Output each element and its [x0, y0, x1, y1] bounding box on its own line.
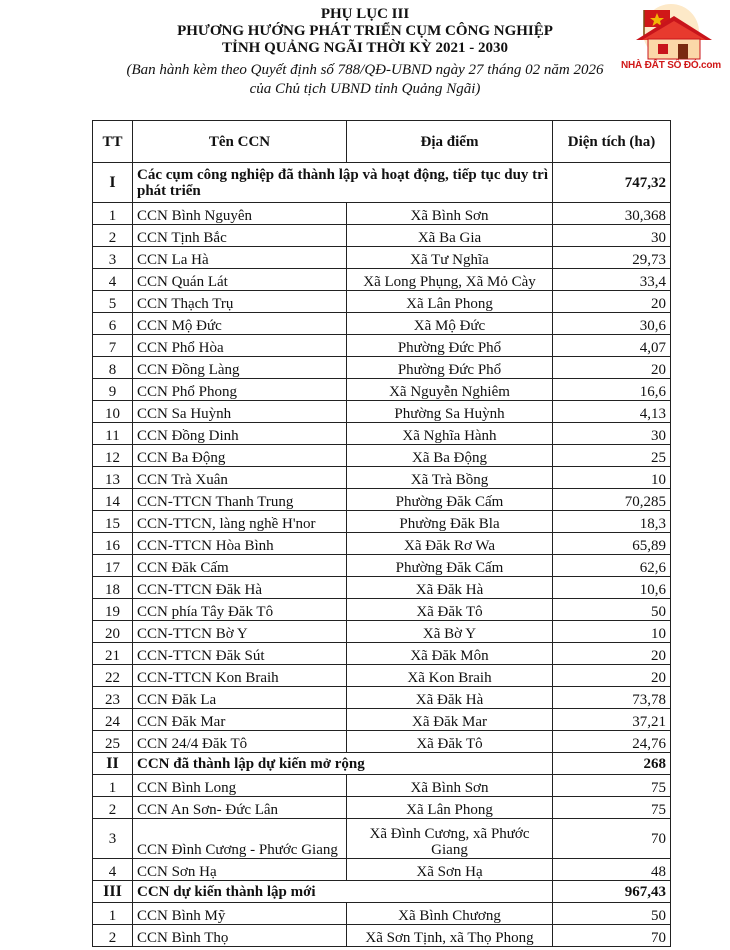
cluster-area: 30 — [553, 225, 671, 247]
cluster-location: Phường Đức Phổ — [347, 335, 553, 357]
table-row — [93, 903, 671, 925]
cluster-name: CCN Sơn Hạ — [133, 859, 347, 881]
table-body — [93, 163, 671, 947]
table-row — [93, 247, 671, 269]
table-row — [93, 335, 671, 357]
cluster-area: 29,73 — [553, 247, 671, 269]
row-number: 2 — [93, 797, 133, 819]
section-row — [93, 881, 671, 903]
cluster-area: 33,4 — [553, 269, 671, 291]
row-number: 10 — [93, 401, 133, 423]
cluster-location: Xã Bình Sơn — [347, 775, 553, 797]
row-number: 13 — [93, 467, 133, 489]
row-number: 24 — [93, 709, 133, 731]
header-area: Diện tích (ha) — [553, 121, 671, 163]
section-total: 268 — [553, 753, 671, 775]
cluster-name: CCN Đồng Làng — [133, 357, 347, 379]
section-number: II — [93, 753, 133, 775]
cluster-name: CCN-TTCN, làng nghề H'nor — [133, 511, 347, 533]
section-number: I — [93, 163, 133, 203]
cluster-name: CCN Phổ Hòa — [133, 335, 347, 357]
table-row — [93, 423, 671, 445]
row-number: 2 — [93, 925, 133, 947]
cluster-location: Xã Đăk Hà — [347, 687, 553, 709]
cluster-area: 4,07 — [553, 335, 671, 357]
section-title: CCN dự kiến thành lập mới — [133, 881, 553, 903]
cluster-name: CCN Bình Thọ — [133, 925, 347, 947]
row-number: 1 — [93, 203, 133, 225]
section-title: CCN đã thành lập dự kiến mở rộng — [133, 753, 553, 775]
cluster-area: 10 — [553, 467, 671, 489]
cluster-area: 70,285 — [553, 489, 671, 511]
section-number: III — [93, 881, 133, 903]
row-number: 11 — [93, 423, 133, 445]
table-row — [93, 775, 671, 797]
cluster-name: CCN Đình Cương - Phước Giang — [133, 819, 347, 859]
cluster-location: Xã Đăk Rơ Wa — [347, 533, 553, 555]
table-row — [93, 489, 671, 511]
row-number: 18 — [93, 577, 133, 599]
row-number: 4 — [93, 269, 133, 291]
row-number: 22 — [93, 665, 133, 687]
cluster-name: CCN phía Tây Đăk Tô — [133, 599, 347, 621]
cluster-location: Xã Đình Cương, xã Phước Giang — [347, 819, 553, 859]
cluster-name: CCN Phổ Phong — [133, 379, 347, 401]
cluster-area: 25 — [553, 445, 671, 467]
cluster-location: Phường Sa Huỳnh — [347, 401, 553, 423]
cluster-location: Phường Đức Phổ — [347, 357, 553, 379]
row-number: 5 — [93, 291, 133, 313]
cluster-area: 30,6 — [553, 313, 671, 335]
row-number: 4 — [93, 859, 133, 881]
cluster-area: 65,89 — [553, 533, 671, 555]
table-row — [93, 313, 671, 335]
table-row — [93, 687, 671, 709]
section-total: 967,43 — [553, 881, 671, 903]
table-row — [93, 401, 671, 423]
cluster-area: 70 — [553, 819, 671, 859]
section-row — [93, 753, 671, 775]
cluster-area: 20 — [553, 643, 671, 665]
table-row — [93, 577, 671, 599]
document-subtitle: TỈNH QUẢNG NGÃI THỜI KỲ 2021 - 2030 — [222, 40, 508, 56]
cluster-name: CCN Mộ Đức — [133, 313, 347, 335]
cluster-location: Xã Bình Chương — [347, 903, 553, 925]
cluster-name: CCN Bình Nguyên — [133, 203, 347, 225]
cluster-location: Xã Nguyễn Nghiêm — [347, 379, 553, 401]
row-number: 16 — [93, 533, 133, 555]
cluster-name: CCN 24/4 Đăk Tô — [133, 731, 347, 753]
row-number: 8 — [93, 357, 133, 379]
row-number: 19 — [93, 599, 133, 621]
table-row — [93, 819, 671, 859]
cluster-name: CCN Bình Mỹ — [133, 903, 347, 925]
row-number: 15 — [93, 511, 133, 533]
table-row — [93, 709, 671, 731]
cluster-area: 70 — [553, 925, 671, 947]
row-number: 17 — [93, 555, 133, 577]
cluster-name: CCN Bình Long — [133, 775, 347, 797]
table-row — [93, 203, 671, 225]
cluster-location: Xã Đăk Mar — [347, 709, 553, 731]
row-number: 20 — [93, 621, 133, 643]
cluster-location: Xã Kon Braih — [347, 665, 553, 687]
document-title: PHƯƠNG HƯỚNG PHÁT TRIỂN CỤM CÔNG NGHIỆP — [177, 23, 553, 39]
cluster-area: 30,368 — [553, 203, 671, 225]
cluster-area: 10 — [553, 621, 671, 643]
table-row — [93, 621, 671, 643]
cluster-location: Phường Đăk Cấm — [347, 489, 553, 511]
table-row — [93, 533, 671, 555]
cluster-area: 75 — [553, 797, 671, 819]
cluster-name: CCN-TTCN Đăk Hà — [133, 577, 347, 599]
row-number: 23 — [93, 687, 133, 709]
cluster-location: Xã Long Phụng, Xã Mỏ Cày — [347, 269, 553, 291]
cluster-name: CCN Đăk Mar — [133, 709, 347, 731]
cluster-name: CCN Đồng Dinh — [133, 423, 347, 445]
table-row — [93, 445, 671, 467]
table-row — [93, 731, 671, 753]
row-number: 7 — [93, 335, 133, 357]
row-number: 2 — [93, 225, 133, 247]
cluster-name: CCN-TTCN Kon Braih — [133, 665, 347, 687]
cluster-name: CCN Trà Xuân — [133, 467, 347, 489]
cluster-location: Xã Đăk Tô — [347, 731, 553, 753]
decision-reference: (Ban hành kèm theo Quyết định số 788/QĐ-UBND ngày 27 tháng 02 năm 2026 — [126, 62, 604, 78]
industrial-cluster-table — [92, 120, 671, 947]
cluster-name: CCN Sa Huỳnh — [133, 401, 347, 423]
cluster-area: 75 — [553, 775, 671, 797]
cluster-location: Xã Lân Phong — [347, 797, 553, 819]
table-row — [93, 859, 671, 881]
section-row — [93, 163, 671, 203]
header-location: Địa điểm — [347, 121, 553, 163]
cluster-name: CCN An Sơn- Đức Lân — [133, 797, 347, 819]
cluster-location: Phường Đăk Cấm — [347, 555, 553, 577]
table-row — [93, 599, 671, 621]
cluster-area: 37,21 — [553, 709, 671, 731]
cluster-area: 18,3 — [553, 511, 671, 533]
table-row — [93, 797, 671, 819]
cluster-name: CCN Tịnh Bắc — [133, 225, 347, 247]
cluster-location: Xã Tư Nghĩa — [347, 247, 553, 269]
cluster-name: CCN-TTCN Đăk Sút — [133, 643, 347, 665]
cluster-location: Xã Trà Bồng — [347, 467, 553, 489]
table-row — [93, 291, 671, 313]
logo-text: NHÀ ĐẤT SỐ ĐỎ.com — [621, 60, 721, 71]
cluster-area: 16,6 — [553, 379, 671, 401]
row-number: 1 — [93, 775, 133, 797]
table-row — [93, 925, 671, 947]
cluster-location: Xã Bờ Y — [347, 621, 553, 643]
cluster-area: 10,6 — [553, 577, 671, 599]
cluster-area: 20 — [553, 291, 671, 313]
cluster-name: CCN La Hà — [133, 247, 347, 269]
cluster-name: CCN-TTCN Thanh Trung — [133, 489, 347, 511]
row-number: 3 — [93, 247, 133, 269]
row-number: 6 — [93, 313, 133, 335]
cluster-area: 20 — [553, 357, 671, 379]
cluster-area: 24,76 — [553, 731, 671, 753]
row-number: 9 — [93, 379, 133, 401]
cluster-location: Xã Mộ Đức — [347, 313, 553, 335]
house-flag-icon — [616, 2, 726, 62]
section-total: 747,32 — [553, 163, 671, 203]
cluster-location: Xã Ba Động — [347, 445, 553, 467]
cluster-area: 73,78 — [553, 687, 671, 709]
table-header-row — [93, 121, 671, 163]
table-row — [93, 225, 671, 247]
row-number: 1 — [93, 903, 133, 925]
cluster-name: CCN-TTCN Bờ Y — [133, 621, 347, 643]
section-title: Các cụm công nghiệp đã thành lập và hoạt động, tiếp tục duy trì phát triển — [133, 163, 553, 203]
cluster-name: CCN Đăk La — [133, 687, 347, 709]
cluster-location: Phường Đăk Bla — [347, 511, 553, 533]
table-row — [93, 269, 671, 291]
cluster-location: Xã Đăk Hà — [347, 577, 553, 599]
row-number: 14 — [93, 489, 133, 511]
table-row — [93, 511, 671, 533]
cluster-area: 48 — [553, 859, 671, 881]
header-name: Tên CCN — [133, 121, 347, 163]
cluster-area: 4,13 — [553, 401, 671, 423]
cluster-location: Xã Đăk Môn — [347, 643, 553, 665]
table-row — [93, 467, 671, 489]
row-number: 25 — [93, 731, 133, 753]
cluster-location: Xã Ba Gia — [347, 225, 553, 247]
row-number: 21 — [93, 643, 133, 665]
cluster-location: Xã Sơn Hạ — [347, 859, 553, 881]
site-logo[interactable] — [616, 2, 726, 78]
cluster-location: Xã Bình Sơn — [347, 203, 553, 225]
cluster-name: CCN-TTCN Hòa Bình — [133, 533, 347, 555]
header-tt: TT — [93, 121, 133, 163]
cluster-name: CCN Đăk Cấm — [133, 555, 347, 577]
table-row — [93, 555, 671, 577]
row-number: 3 — [93, 819, 133, 859]
cluster-area: 30 — [553, 423, 671, 445]
decision-issuer: của Chủ tịch UBND tỉnh Quảng Ngãi) — [249, 81, 481, 97]
cluster-name: CCN Thạch Trụ — [133, 291, 347, 313]
cluster-area: 50 — [553, 903, 671, 925]
cluster-name: CCN Ba Động — [133, 445, 347, 467]
cluster-area: 20 — [553, 665, 671, 687]
cluster-location: Xã Đăk Tô — [347, 599, 553, 621]
cluster-location: Xã Nghĩa Hành — [347, 423, 553, 445]
appendix-title: PHỤ LỤC III — [320, 6, 410, 22]
cluster-area: 50 — [553, 599, 671, 621]
cluster-area: 62,6 — [553, 555, 671, 577]
cluster-location: Xã Lân Phong — [347, 291, 553, 313]
row-number: 12 — [93, 445, 133, 467]
table-row — [93, 643, 671, 665]
table-row — [93, 379, 671, 401]
table-row — [93, 357, 671, 379]
table-row — [93, 665, 671, 687]
cluster-location: Xã Sơn Tịnh, xã Thọ Phong — [347, 925, 553, 947]
cluster-name: CCN Quán Lát — [133, 269, 347, 291]
